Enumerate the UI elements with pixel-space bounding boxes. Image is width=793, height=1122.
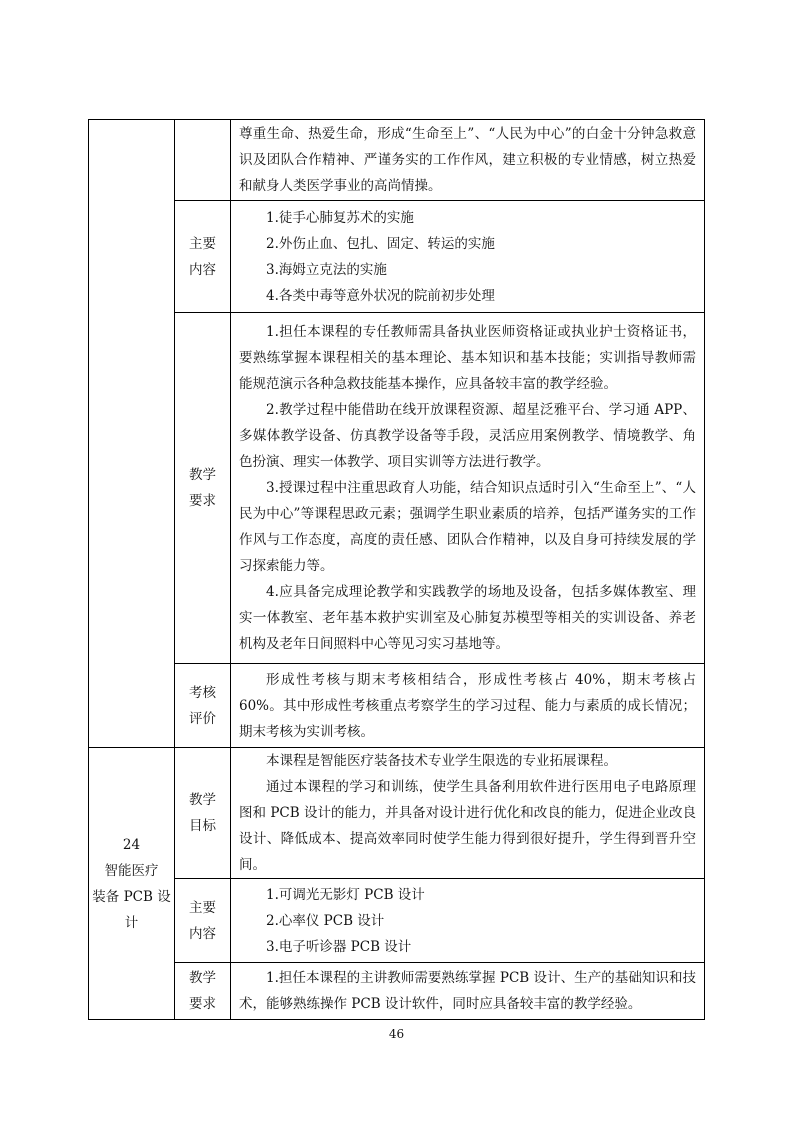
row-content-cell <box>231 664 705 748</box>
content-list-item: 2.外伤止血、包扎、固定、转运的实施 <box>266 235 495 252</box>
table-row <box>89 963 705 1020</box>
row-label-line: 要求 <box>189 493 216 509</box>
content-paragraph: 本课程是智能医疗装备技术专业学生限选的专业拓展课程。 <box>266 753 617 769</box>
content-paragraph: 2.教学过程中能借助在线开放课程资源、超星泛雅平台、学习通 APP、多媒体教学设备、仿真教学设备等手段，灵活应用案例教学、情境教学、角色扮演、理实一体教学、项目实训等方法进行教学。 <box>239 402 696 470</box>
row-label-cell <box>175 879 231 963</box>
row-label-line: 评价 <box>189 710 216 727</box>
table-row <box>89 879 705 963</box>
table-row <box>89 120 705 201</box>
content-list-item: 1.徒手心肺复苏术的实施 <box>266 209 414 226</box>
course-number: 24 <box>122 836 141 853</box>
content-paragraph: 形成性考核与期末考核相结合，形成性考核占 40%，期末考核占 60%。其中形成性考核重点考察学生的学习过程、能力与素质的成长情况；期末考核为实训考核。 <box>239 671 696 740</box>
table-row <box>89 664 705 748</box>
content-paragraph: 通过本课程的学习和训练，使学生具备利用软件进行医用电子电路原理图和 PCB 设计的能力，并具备对设计进行优化和改良的能力，促进企业改良设计、降低成本、提高效率同时使学生能力得到很好提升，学生得到晋升空间。 <box>239 779 696 873</box>
course-name-line: 智能医疗 <box>104 862 159 879</box>
course-name-cell <box>89 748 175 1020</box>
row-label-cell <box>175 748 231 879</box>
row-label-line: 教学 <box>189 467 216 483</box>
table-row <box>89 201 705 313</box>
row-label-cell <box>175 664 231 748</box>
course-name-cell <box>89 120 175 748</box>
content-paragraph: 3.授课过程中注重思政育人功能，结合知识点适时引入“生命至上”、“人民为中心”等课程思政元素；强调学生职业素质的培养，包括严谨务实的工作作风与工作态度，高度的责任感、团队合作精神，以及自身可持续发展的学习探索能力等。 <box>239 480 696 574</box>
row-content-cell <box>231 879 705 963</box>
row-label-line: 内容 <box>189 261 216 278</box>
page-number: 46 <box>388 1027 405 1041</box>
row-label-line: 教学 <box>189 970 216 986</box>
row-content-cell <box>231 313 705 664</box>
row-label-line: 教学 <box>189 792 216 808</box>
row-label-line: 内容 <box>189 925 216 942</box>
content-list-item: 3.电子听诊器 PCB 设计 <box>266 938 412 955</box>
row-label-cell <box>175 963 231 1020</box>
row-content-cell <box>231 748 705 879</box>
row-label-cell <box>175 120 231 201</box>
row-label-line: 主要 <box>189 899 216 916</box>
row-content-cell <box>231 201 705 313</box>
content-paragraph: 4.应具备完成理论教学和实践教学的场地及设备，包括多媒体教室、理实一体教室、老年基本救护实训室及心肺复苏模型等相关的实训设备、养老机构及老年日间照料中心等见习实习基地等。 <box>239 584 696 652</box>
course-name-line: 装备 PCB 设 <box>92 888 171 905</box>
content-paragraph: 1.担任本课程的主讲教师需要熟练掌握 PCB 设计、生产的基础知识和技术，能够熟练操作 PCB 设计软件，同时应具备较丰富的教学经验。 <box>239 970 696 1012</box>
table-row <box>89 748 705 879</box>
content-list-item: 1.可调光无影灯 PCB 设计 <box>266 886 425 903</box>
table-row <box>89 313 705 664</box>
row-content-cell <box>231 120 705 201</box>
row-label-line: 考核 <box>189 684 216 701</box>
curriculum-table <box>88 119 705 1020</box>
row-content-cell <box>231 963 705 1020</box>
content-paragraph: 1.担任本课程的专任教师需具备执业医师资格证或执业护士资格证书，要熟练掌握本课程相关的基本理论、基本知识和基本技能；实训指导教师需能规范演示各种急救技能基本操作，应具备较丰富的教学经验。 <box>239 324 696 392</box>
content-list-item: 2.心率仪 PCB 设计 <box>266 912 385 929</box>
row-label-line: 要求 <box>189 996 216 1012</box>
row-label-line: 主要 <box>189 235 216 252</box>
row-label-line: 目标 <box>189 818 216 834</box>
content-list-item: 4.各类中毒等意外状况的院前初步处理 <box>266 287 495 304</box>
content-list-item: 3.海姆立克法的实施 <box>266 261 387 278</box>
row-label-cell <box>175 313 231 664</box>
row-label-cell <box>175 201 231 313</box>
course-name-line: 计 <box>124 914 139 931</box>
content-paragraph: 尊重生命、热爱生命，形成“生命至上”、“人民为中心”的白金十分钟急救意识及团队合作精神、严谨务实的工作作风，建立积极的专业情感，树立热爱和献身人类医学事业的高尚情操。 <box>239 126 696 194</box>
